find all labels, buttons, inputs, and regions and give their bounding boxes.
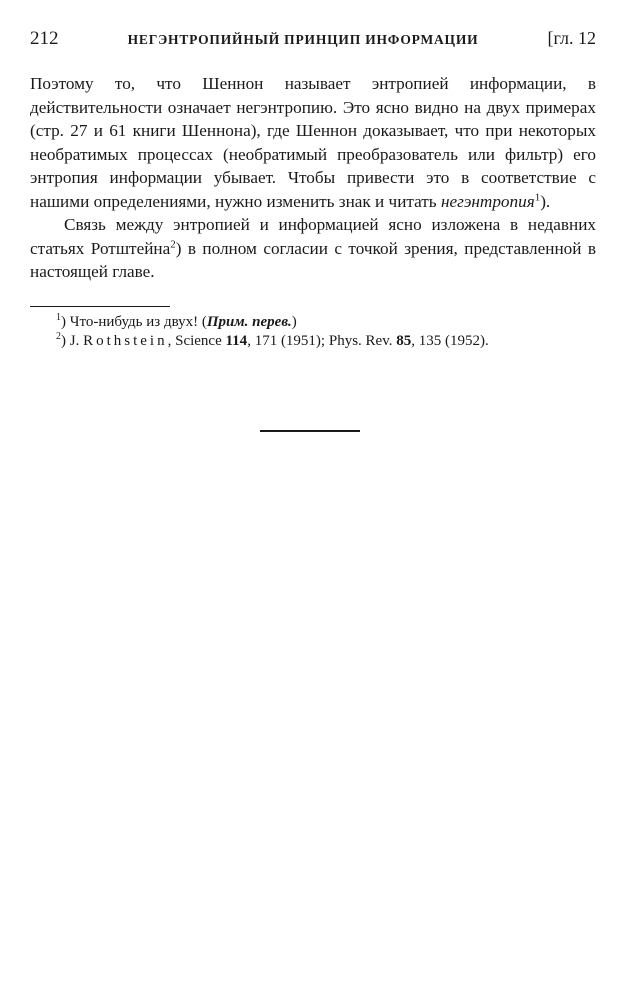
paragraph-2-text: Связь между энтропией и информацией ясно изложена в недавних статьях Ротштейна <box>30 215 596 258</box>
footnotes-block <box>30 306 596 351</box>
footnote-2-journal: , Science <box>167 332 226 349</box>
running-title: НЕГЭНТРОПИЙНЫЙ ПРИНЦИП ИНФОРМАЦИИ <box>127 32 479 47</box>
body-text <box>30 72 596 284</box>
book-page <box>30 28 596 351</box>
emphasis-negentropy: негэнтропия <box>440 191 535 211</box>
paragraph-2 <box>30 213 596 284</box>
footnote-2-author: Rothstein <box>83 332 168 349</box>
paragraph-2-end: ) в полном согласии с точкой зрения, представленной в настоящей главе. <box>30 238 596 281</box>
chapter-end-rule <box>260 430 360 432</box>
footnote-2-volume-2: 85 <box>396 332 412 349</box>
footnote-1 <box>30 313 596 332</box>
footnote-2-ref-2: , 135 (1952). <box>411 332 489 349</box>
running-head <box>30 28 596 58</box>
footnote-2-ref-1: , 171 (1951); Phys. Rev. <box>247 332 397 349</box>
footnote-1-end: ) <box>291 313 297 330</box>
footnote-2-mark: 2 <box>56 330 61 342</box>
paragraph-1-end: ). <box>540 191 551 211</box>
paragraph-1 <box>30 72 596 213</box>
footnote-rule <box>30 306 170 307</box>
footnote-2-volume-1: 114 <box>225 332 248 349</box>
footnote-2-prefix: ) J. <box>61 332 84 349</box>
page-number: 212 <box>30 28 59 49</box>
footnote-1-mark: 1 <box>56 311 61 323</box>
footnote-2 <box>30 332 596 351</box>
footnote-ref-2: 2 <box>170 237 176 250</box>
footnote-1-emphasis: Прим. перев. <box>206 313 292 330</box>
footnote-ref-1: 1 <box>534 190 541 203</box>
chapter-label: [гл. 12 <box>547 28 596 48</box>
footnote-1-text: ) Что-нибудь из двух! ( <box>61 313 207 330</box>
paragraph-1-text: Поэтому то, что Шеннон называет энтропией информации, в действительности означает негэнтропию. Это ясно видно на двух примерах (стр. 27 и 61 книги Шеннона), где Шеннон доказывает, что при некоторых необратимых процессах (необратимый преобразователь или фильтр) его энтропия информации убывает. Чтобы привести это в соответствие с нашими определениями, нужно изменить знак и читать <box>30 74 596 211</box>
